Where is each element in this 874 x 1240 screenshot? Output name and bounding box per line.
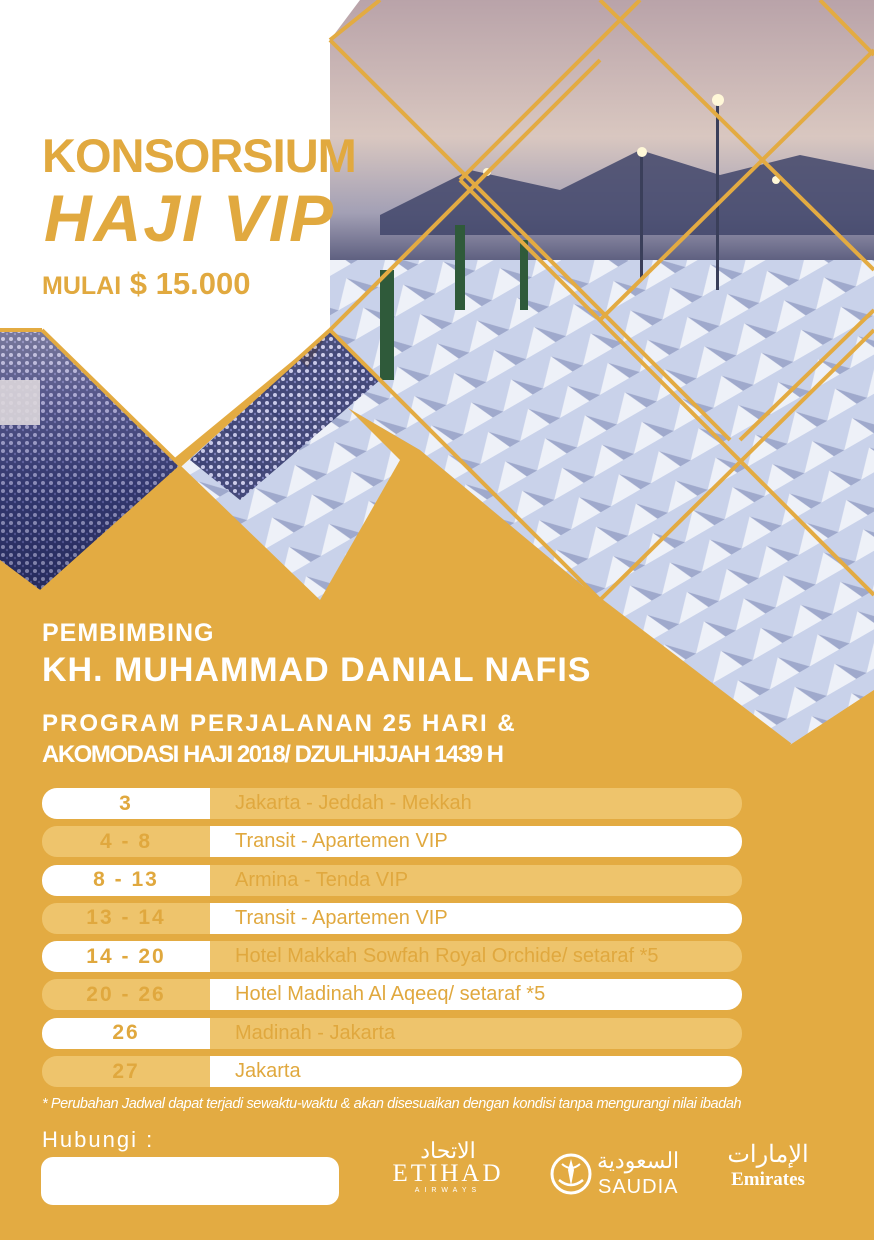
price-value: $ 15.000 xyxy=(129,266,251,301)
itinerary-day: 14 - 20 xyxy=(42,941,210,972)
itinerary-day: 27 xyxy=(42,1056,210,1087)
contact-box xyxy=(41,1157,339,1205)
itinerary-row xyxy=(42,826,742,857)
itinerary-day: 3 xyxy=(42,788,210,819)
itinerary-row xyxy=(42,903,742,934)
itinerary-row xyxy=(42,941,742,972)
itinerary-day: 4 - 8 xyxy=(42,826,210,857)
itinerary-row xyxy=(42,979,742,1010)
saudia-name: SAUDIA xyxy=(598,1176,679,1198)
itinerary-day: 13 - 14 xyxy=(42,903,210,934)
saudia-emblem-icon xyxy=(547,1150,595,1198)
itinerary-day: 26 xyxy=(42,1018,210,1049)
emirates-name: Emirates xyxy=(731,1169,805,1190)
emirates-logo xyxy=(722,1140,814,1190)
program-line-1: PROGRAM PERJALANAN 25 HARI & xyxy=(42,710,517,737)
itinerary-row xyxy=(42,865,742,896)
itinerary-desc: Transit - Apartemen VIP xyxy=(210,826,742,857)
itinerary-desc: Madinah - Jakarta xyxy=(210,1018,742,1049)
itinerary-row xyxy=(42,1056,742,1087)
itinerary-row xyxy=(42,788,742,819)
etihad-name: ETIHAD xyxy=(392,1160,504,1187)
emirates-arabic: الإمارات xyxy=(727,1141,809,1168)
title-line-1: KONSORSIUM xyxy=(42,129,356,182)
itinerary-desc: Hotel Makkah Sowfah Royal Orchide/ setaraf *5 xyxy=(210,941,742,972)
price xyxy=(42,266,250,302)
program-line-2: AKOMODASI HAJI 2018/ DZULHIJJAH 1439 H xyxy=(42,741,503,768)
itinerary-desc: Jakarta - Jeddah - Mekkah xyxy=(210,788,742,819)
contact-label: Hubungi : xyxy=(42,1127,155,1152)
itinerary-desc: Armina - Tenda VIP xyxy=(210,865,742,896)
guide-label: PEMBIMBING xyxy=(42,619,215,647)
price-label: MULAI xyxy=(42,272,122,300)
itinerary-day: 20 - 26 xyxy=(42,979,210,1010)
etihad-arabic: الاتحاد xyxy=(420,1138,476,1163)
schedule-note: * Perubahan Jadwal dapat terjadi sewaktu-waktu & akan disesuaikan dengan kondisi tanpa mengurangi nilai ibadah xyxy=(42,1096,742,1112)
itinerary-day: 8 - 13 xyxy=(42,865,210,896)
itinerary-row xyxy=(42,1018,742,1049)
etihad-logo xyxy=(378,1140,518,1195)
itinerary-desc: Hotel Madinah Al Aqeeq/ setaraf *5 xyxy=(210,979,742,1010)
guide-name: KH. MUHAMMAD DANIAL NAFIS xyxy=(42,651,592,689)
itinerary-desc: Transit - Apartemen VIP xyxy=(210,903,742,934)
saudia-logo xyxy=(545,1142,705,1202)
itinerary-desc: Jakarta xyxy=(210,1056,742,1087)
itinerary-table xyxy=(42,788,742,1094)
title-line-2: HAJI VIP xyxy=(44,181,336,255)
etihad-sub: AIRWAYS xyxy=(414,1187,482,1194)
saudia-arabic: السعودية xyxy=(597,1148,680,1173)
